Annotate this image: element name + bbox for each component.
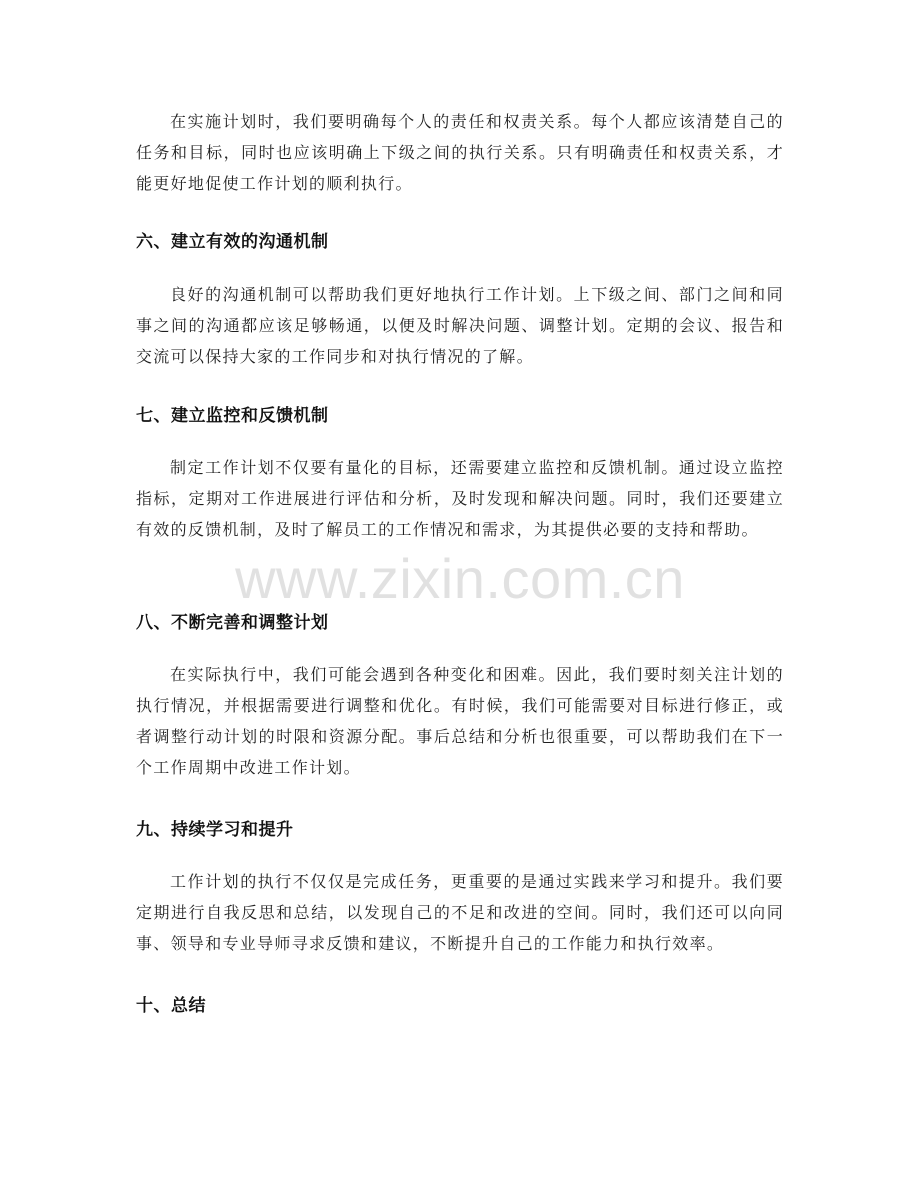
section-heading-7: 七、建立监控和反馈机制 — [136, 406, 329, 426]
section-heading-8: 八、不断完善和调整计划 — [136, 613, 329, 633]
paragraph-section-7: 制定工作计划不仅要有量化的目标，还需要建立监控和反馈机制。通过设立监控指标，定期对工作进展进行评估和分析，及时发现和解决问题。同时，我们还要建立有效的反馈机制，及时了解员工的工作情况和需求，为其提供必要的支持和帮助。 — [136, 458, 784, 539]
section-heading-9: 九、持续学习和提升 — [136, 820, 294, 840]
paragraph-section-8: 在实际执行中，我们可能会遇到各种变化和困难。因此，我们要时刻关注计划的执行情况，并根据需要进行调整和优化。有时候，我们可能需要对目标进行修正，或者调整行动计划的时限和资源分配。事后总结和分析也很重要，可以帮助我们在下一个工作周期中改进工作计划。 — [136, 665, 784, 777]
section-heading-6: 六、建立有效的沟通机制 — [136, 232, 329, 252]
paragraph-intro: 在实施计划时，我们要明确每个人的责任和权责关系。每个人都应该清楚自己的任务和目标，同时也应该明确上下级之间的执行关系。只有明确责任和权责关系，才能更好地促使工作计划的顺利执行。 — [136, 112, 784, 193]
paragraph-section-9: 工作计划的执行不仅仅是完成任务，更重要的是通过实践来学习和提升。我们要定期进行自我反思和总结，以发现自己的不足和改进的空间。同时，我们还可以向同事、领导和专业导师寻求反馈和建议，不断提升自己的工作能力和执行效率。 — [136, 872, 784, 953]
section-heading-10: 十、总结 — [136, 996, 206, 1016]
watermark-text: www.zixin.com.cn — [235, 547, 685, 610]
paragraph-section-6: 良好的沟通机制可以帮助我们更好地执行工作计划。上下级之间、部门之间和同事之间的沟通都应该足够畅通，以便及时解决问题、调整计划。定期的会议、报告和交流可以保持大家的工作同步和对执行情况的了解。 — [136, 285, 784, 366]
